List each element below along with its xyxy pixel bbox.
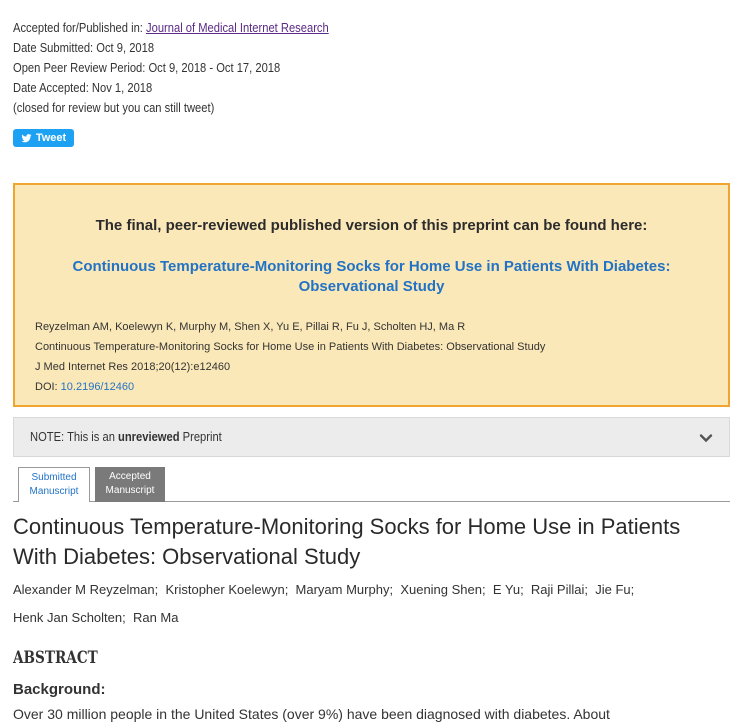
- final-version-notice: [13, 183, 730, 407]
- note-prefix: NOTE: This is an: [30, 429, 119, 444]
- unreviewed-note-toggle[interactable]: [13, 417, 730, 457]
- author-link[interactable]: Ran Ma: [132, 610, 179, 625]
- journal-link[interactable]: Journal of Medical Internet Research: [146, 20, 329, 35]
- author-link[interactable]: Jie Fu: [595, 582, 631, 597]
- author-link[interactable]: Henk Jan Scholten: [13, 610, 123, 625]
- note-suffix: Preprint: [179, 429, 222, 444]
- abstract-heading: ABSTRACT: [13, 648, 98, 668]
- citation-title: Continuous Temperature-Monitoring Socks for Home Use in Patients With Diabetes: Observational Study: [35, 341, 546, 353]
- manuscript-tabs: [13, 467, 730, 502]
- accepted-label: Accepted for/Published in:: [13, 20, 143, 35]
- final-version-heading: The final, peer-reviewed published version of this preprint can be found here:: [95, 217, 648, 234]
- tweet-button[interactable]: [13, 129, 74, 147]
- date-accepted: Date Accepted: Nov 1, 2018: [13, 80, 153, 95]
- final-version-title-link[interactable]: Continuous Temperature-Monitoring Socks for Home Use in Patients With Diabetes: Observational Study: [72, 258, 671, 295]
- tab-label-line2: Manuscript: [105, 485, 155, 496]
- chevron-down-icon[interactable]: [699, 431, 713, 445]
- author-link[interactable]: Raji Pillai: [530, 582, 585, 597]
- twitter-bird-icon: [21, 133, 32, 144]
- tab-label-line1: Submitted: [31, 472, 77, 483]
- note-emphasis: unreviewed: [118, 429, 180, 444]
- author-list: Alexander M Reyzelman; Kristopher Koelewyn; Maryam Murphy; Xuening Shen; E Yu; Raji Pillai; Jie Fu; Henk Jan Scholten; Ran Ma: [13, 582, 635, 625]
- tab-accepted-manuscript[interactable]: [95, 467, 165, 502]
- author-link[interactable]: Xuening Shen: [400, 582, 482, 597]
- citation: [35, 317, 545, 397]
- tab-label-line2: Manuscript: [29, 486, 79, 497]
- tab-submitted-manuscript[interactable]: [18, 467, 90, 502]
- citation-journal: J Med Internet Res 2018;20(12):e12460: [35, 361, 231, 373]
- tab-label-line1: Accepted: [109, 471, 151, 482]
- author-link[interactable]: Kristopher Koelewyn: [165, 582, 285, 597]
- paper-title: Continuous Temperature-Monitoring Socks for Home Use in Patients With Diabetes: Observational Study: [13, 514, 681, 569]
- doi-link[interactable]: 10.2196/12460: [60, 381, 135, 393]
- citation-doi: [35, 377, 545, 397]
- author-link[interactable]: Alexander M Reyzelman: [13, 582, 155, 597]
- date-submitted: Date Submitted: Oct 9, 2018: [13, 40, 155, 55]
- tweet-label: Tweet: [35, 132, 67, 144]
- author-link[interactable]: Maryam Murphy: [295, 582, 390, 597]
- review-period: Open Peer Review Period: Oct 9, 2018 - Oct 17, 2018: [13, 60, 281, 75]
- doi-label: DOI:: [35, 381, 61, 393]
- note-text: [30, 429, 222, 444]
- accepted-row: [13, 18, 329, 38]
- abstract-body: Over 30 million people in the United States (over 9%) have been diagnosed with diabetes. About: [13, 706, 610, 722]
- author-link[interactable]: E Yu: [492, 582, 521, 597]
- citation-authors: Reyzelman AM, Koelewyn K, Murphy M, Shen X, Yu E, Pillai R, Fu J, Scholten HJ, Ma R: [35, 321, 466, 333]
- closed-note: (closed for review but you can still tweet): [13, 100, 215, 115]
- submission-metadata: [13, 18, 380, 118]
- background-heading: Background:: [13, 681, 106, 698]
